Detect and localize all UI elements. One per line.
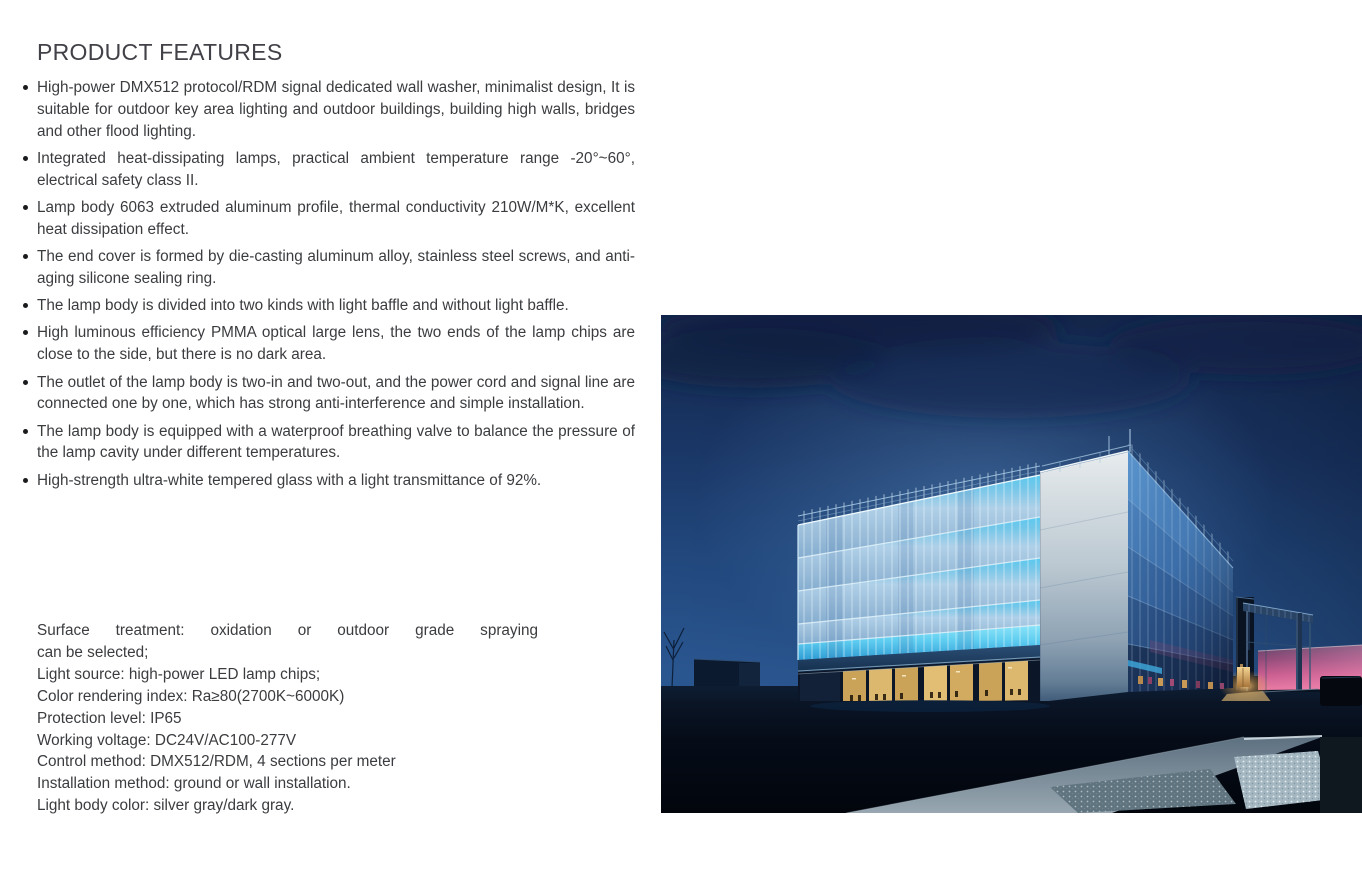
spec-line: can be selected; xyxy=(37,643,149,661)
spec-line: Installation method: ground or wall installation. xyxy=(37,775,351,793)
feature-list xyxy=(22,77,635,497)
feature-item: Integrated heat-dissipating lamps, practical ambient temperature range -20°~60°, electrical safety class II. xyxy=(22,148,635,192)
parked-car xyxy=(1320,676,1362,706)
feature-item: High luminous efficiency PMMA optical large lens, the two ends of the lamp chips are close to the side, but there is no dark area. xyxy=(22,322,635,366)
feature-item: The end cover is formed by die-casting aluminum alloy, stainless steel screws, and anti-aging silicone sealing ring. xyxy=(22,246,635,290)
feature-item: High-power DMX512 protocol/RDM signal dedicated wall washer, minimalist design, It is suitable for outdoor key area lighting and outdoor buildings, building high walls, bridges and other flood lighting. xyxy=(22,77,635,142)
feature-item: The lamp body is divided into two kinds with light baffle and without light baffle. xyxy=(22,295,635,317)
feature-item: High-strength ultra-white tempered glass with a light transmittance of 92%. xyxy=(22,470,635,492)
spec-line: Light source: high-power LED lamp chips; xyxy=(37,665,321,683)
building-photo-svg xyxy=(661,315,1362,813)
spec-list xyxy=(37,620,637,817)
building-corner-wall xyxy=(1040,429,1131,702)
spec-line: Protection level: IP65 xyxy=(37,709,182,727)
spec-line: Surface treatment: oxidation or outdoor grade spraying xyxy=(37,622,538,639)
building-photo xyxy=(661,315,1362,813)
feature-item: The outlet of the lamp body is two-in and two-out, and the power cord and signal line are connected one by one, which has strong anti-interference and simple installation. xyxy=(22,372,635,416)
spec-line: Color rendering index: Ra≥80(2700K~6000K) xyxy=(37,687,345,705)
feature-item: The lamp body is equipped with a waterproof breathing valve to balance the pressure of the lamp cavity under different temperatures. xyxy=(22,421,635,465)
feature-item: Lamp body 6063 extruded aluminum profile, thermal conductivity 210W/M*K, excellent heat dissipation effect. xyxy=(22,197,635,241)
page-title: PRODUCT FEATURES xyxy=(37,39,283,65)
spec-line: Control method: DMX512/RDM, 4 sections per meter xyxy=(37,753,396,771)
spec-line: Working voltage: DC24V/AC100-277V xyxy=(37,731,297,749)
spec-line: Light body color: silver gray/dark gray. xyxy=(37,797,295,815)
